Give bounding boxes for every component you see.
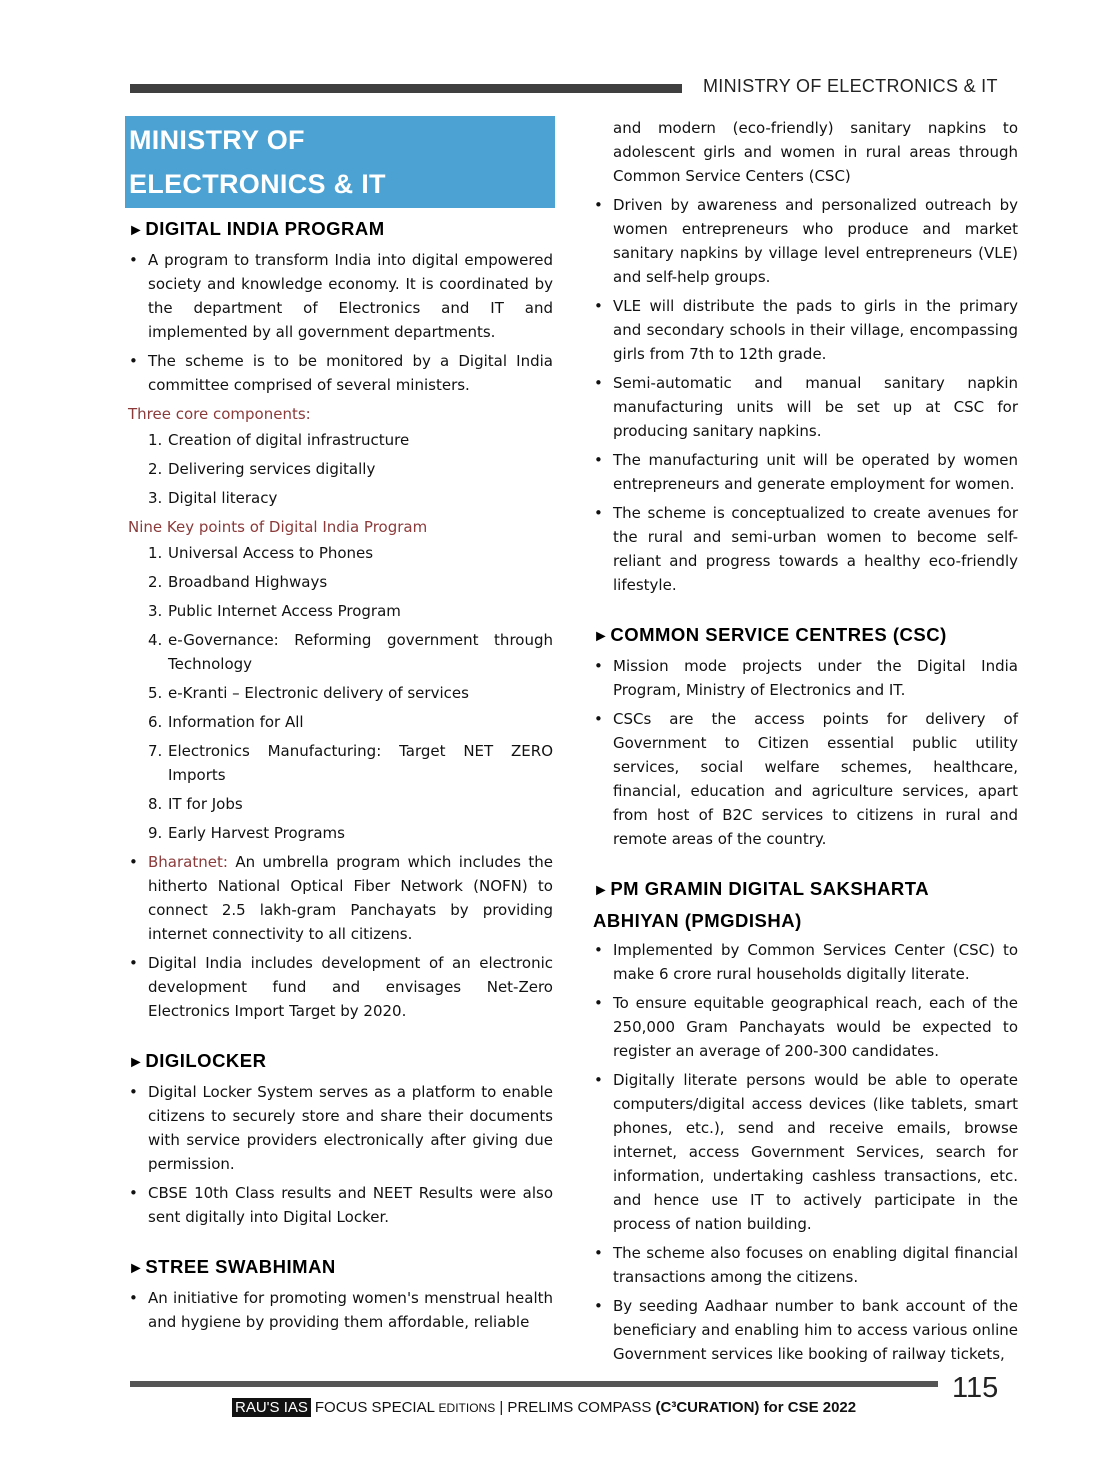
list-item: 2. Delivering services digitally — [148, 460, 376, 478]
list-item: • An initiative for promoting women's menstrual health and hygiene by providing them affordable, reliable — [128, 1286, 553, 1334]
brand-logo: RAU'S IAS — [232, 1398, 311, 1417]
list-item: • CSCs are the access points for delivery of Government to Citizen essential public utility services, social welfare schemes, healthcare, financial, education and agriculture services, apart from host of B2C services to citizens in rural and remote areas of the country. — [593, 707, 1018, 851]
list-item: • A program to transform India into digital empowered society and knowledge economy. It is coordinated by the department of Electronics and IT and implemented by all government departments. — [128, 248, 553, 344]
list-item: 2. Broadband Highways — [148, 573, 328, 591]
list-item: • Driven by awareness and personalized outreach by women entrepreneurs who produce and market sanitary napkins by village level entrepreneurs (VLE) and self-help groups. — [593, 193, 1018, 289]
list-item: 5. e-Kranti – Electronic delivery of services — [148, 684, 469, 702]
bullet-list — [128, 1080, 553, 1229]
bullet-list — [593, 654, 1018, 851]
nine-key-points-label: Nine Key points of Digital India Program — [128, 518, 428, 536]
numbered-list-nine — [128, 541, 553, 845]
list-item: • The scheme is conceptualized to create avenues for the rural and semi-urban women to become self-reliant and progress towards a healthy eco-friendly lifestyle. — [593, 501, 1018, 597]
section-heading-stree-swabhiman: ►STREE SWABHIMAN — [128, 1256, 336, 1277]
list-item: • Digital Locker System serves as a platform to enable citizens to securely store and share their documents with service providers electronically after giving due permission. — [128, 1080, 553, 1176]
list-item: • Digitally literate persons would be able to operate computers/digital access devices (like tablets, smart phones, etc.), send and receive emails, browse internet, access Government Services, search for information, undertaking cashless transactions, etc. and hence use IT to actively participate in the process of nation building. — [593, 1068, 1018, 1236]
list-item: • To ensure equitable geographical reach, each of the 250,000 Gram Panchayats would be expected to register an average of 200-300 candidates. — [593, 991, 1018, 1063]
list-item: • Implemented by Common Services Center (CSC) to make 6 crore rural households digitally literate. — [593, 938, 1018, 986]
list-item: • By seeding Aadhaar number to bank account of the beneficiary and enabling him to access various online Government services like booking of railway tickets, — [593, 1294, 1018, 1366]
bullet-list — [593, 938, 1018, 1366]
list-item: • Semi-automatic and manual sanitary napkin manufacturing units will be set up at CSC for producing sanitary napkins. — [593, 371, 1018, 443]
triangle-arrow-icon: ► — [128, 1260, 145, 1277]
chapter-title-line1: MINISTRY OF — [129, 125, 305, 155]
list-item: • The scheme is to be monitored by a Digital India committee comprised of several ministers. — [128, 349, 553, 397]
list-item: 4. e-Governance: Reforming government through Technology — [148, 631, 553, 673]
section-heading-pmgdisha: ►PM GRAMIN DIGITAL SAKSHARTA ABHIYAN (PMGDISHA) — [593, 878, 930, 931]
list-item: 6. Information for All — [148, 713, 304, 731]
page-number: 115 — [952, 1372, 999, 1404]
list-item: 1. Universal Access to Phones — [148, 544, 374, 562]
triangle-arrow-icon: ► — [593, 628, 610, 645]
bullet-list — [128, 850, 553, 1023]
right-column — [593, 114, 1018, 1371]
numbered-list-core — [128, 428, 553, 510]
footer: RAU'S IAS FOCUS SPECIAL EDITIONS | PRELIMS COMPASS (C³CURATION) for CSE 2022 — [232, 1399, 856, 1416]
section-heading-csc: ►COMMON SERVICE CENTRES (CSC) — [593, 624, 947, 645]
list-item-continued: and modern (eco-friendly) sanitary napkins to adolescent girls and women in rural areas through Common Service Centers (CSC) — [613, 119, 1018, 185]
list-item: • The scheme also focuses on enabling digital financial transactions among the citizens. — [593, 1241, 1018, 1289]
section-heading-digilocker: ►DIGILOCKER — [128, 1050, 267, 1071]
list-item: • VLE will distribute the pads to girls in the primary and secondary schools in their village, encompassing girls from 7th to 12th grade. — [593, 294, 1018, 366]
list-item: 9. Early Harvest Programs — [148, 824, 345, 842]
triangle-arrow-icon: ► — [128, 1054, 145, 1071]
bottom-rule — [130, 1381, 938, 1387]
list-item: 3. Public Internet Access Program — [148, 602, 401, 620]
list-item: 3. Digital literacy — [148, 489, 278, 507]
list-item: 8. IT for Jobs — [148, 795, 243, 813]
list-item: 1. Creation of digital infrastructure — [148, 431, 410, 449]
list-item: • The manufacturing unit will be operated by women entrepreneurs and generate employment for women. — [593, 448, 1018, 496]
bullet-list — [128, 248, 553, 397]
chapter-title — [125, 116, 555, 208]
list-item-bharatnet: • Bharatnet: An umbrella program which includes the hitherto National Optical Fiber Network (NOFN) to connect 2.5 lakh-gram Panchayats by providing internet connectivity to all citizens. — [128, 850, 553, 946]
list-item: • CBSE 10th Class results and NEET Results were also sent digitally into Digital Locker. — [128, 1181, 553, 1229]
left-column — [128, 214, 553, 1339]
triangle-arrow-icon: ► — [593, 882, 610, 899]
list-item: • Mission mode projects under the Digital India Program, Ministry of Electronics and IT. — [593, 654, 1018, 702]
section-heading-digital-india: ►DIGITAL INDIA PROGRAM — [128, 218, 385, 239]
list-item: • Digital India includes development of an electronic development fund and envisages Net-Zero Electronics Import Target by 2020. — [128, 951, 553, 1023]
bullet-list-continued — [593, 116, 1018, 597]
list-item: 7. Electronics Manufacturing: Target NET ZERO Imports — [148, 742, 553, 784]
running-head: MINISTRY OF ELECTRONICS & IT — [703, 76, 998, 96]
top-rule — [130, 84, 682, 93]
core-components-label: Three core components: — [128, 405, 311, 423]
triangle-arrow-icon: ► — [128, 222, 145, 239]
chapter-title-line2: ELECTRONICS & IT — [129, 169, 386, 199]
bharatnet-label: Bharatnet: — [148, 853, 228, 871]
bullet-list — [128, 1286, 553, 1334]
